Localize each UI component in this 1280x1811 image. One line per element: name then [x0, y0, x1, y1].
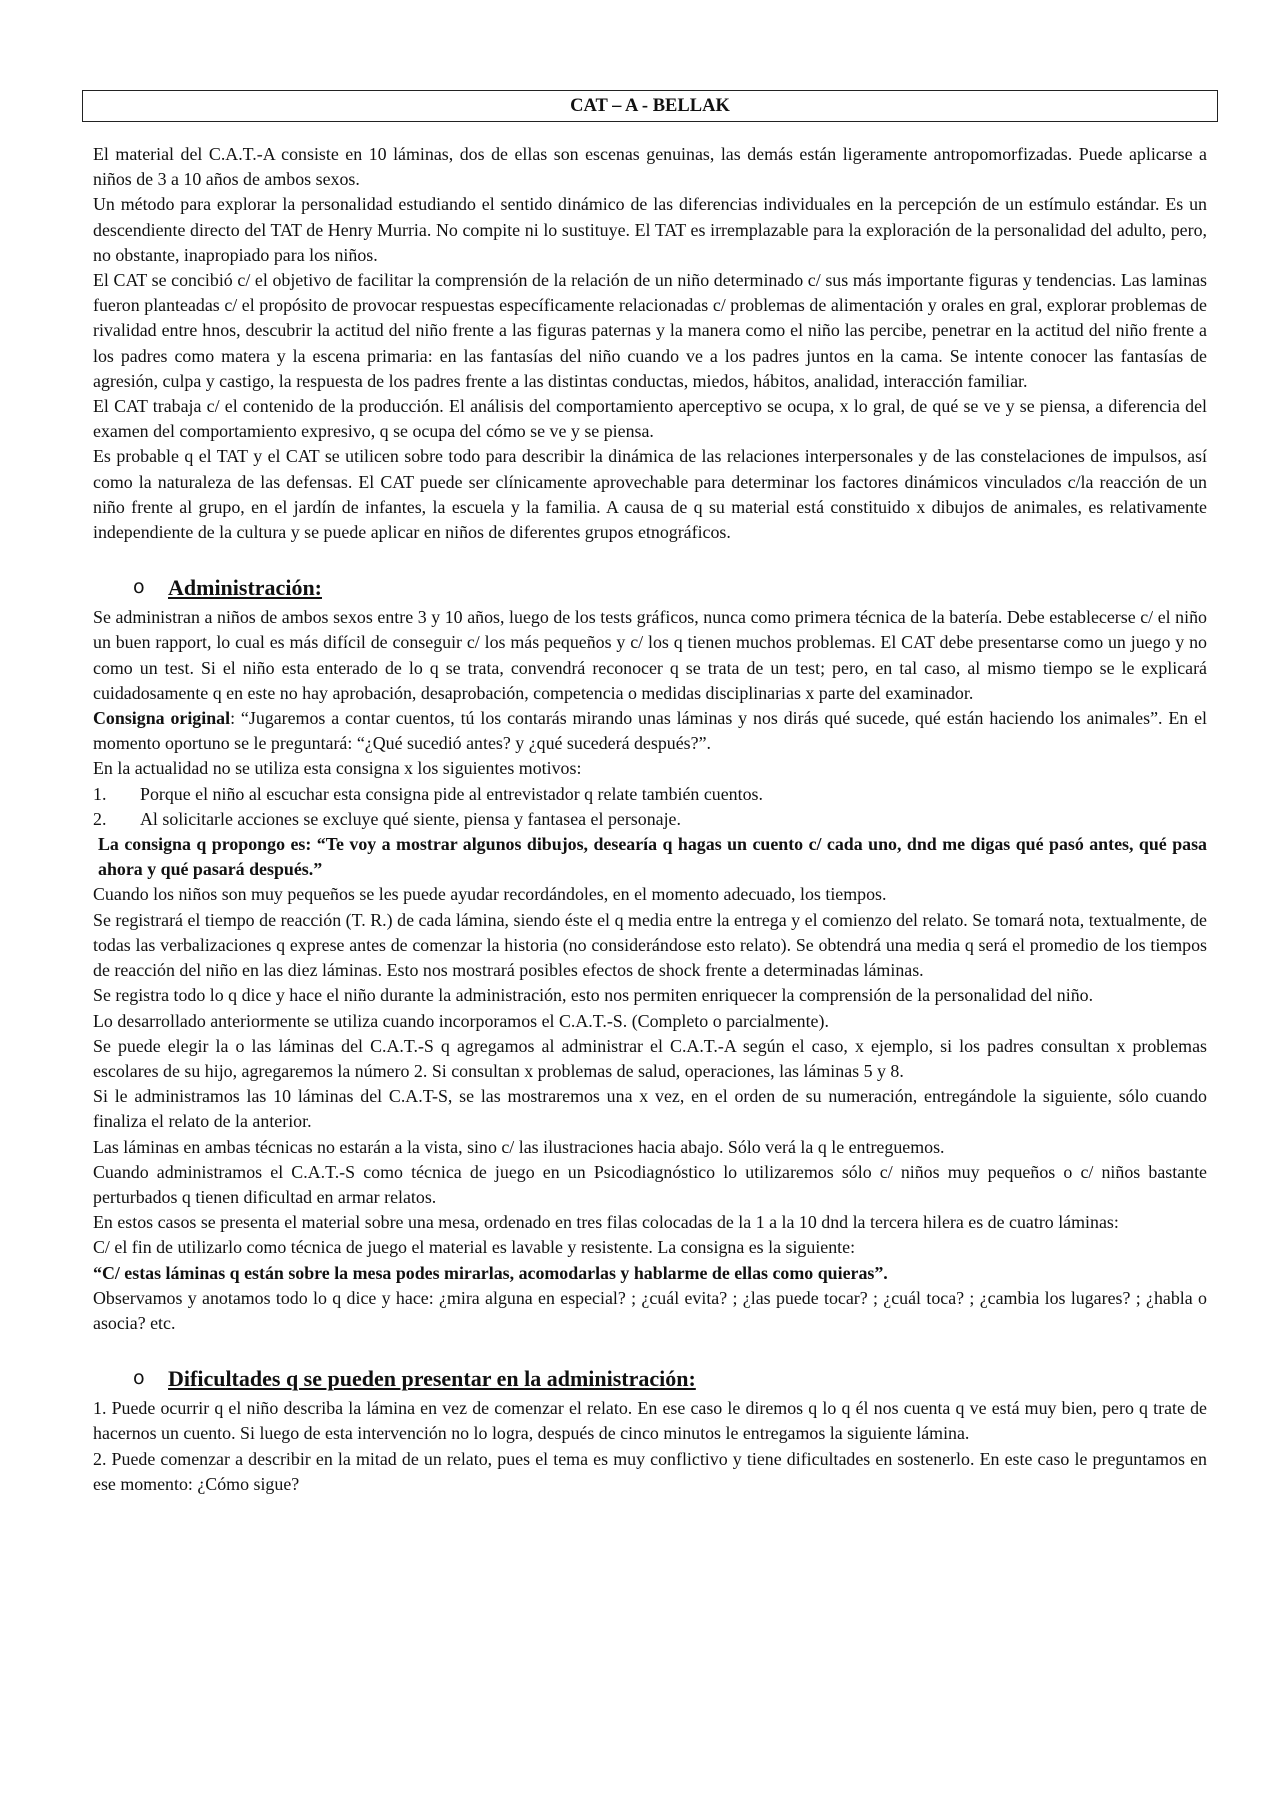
- section-heading-dificultades: [93, 1363, 1207, 1393]
- paragraph: Se puede elegir la o las láminas del C.A.T.-S q agregamos al administrar el C.A.T.-A según el caso, x ejemplo, si los padres consultan x problemas escolares de su hijo, agregaremos la número 2. Si consultan x problemas de salud, operaciones, las láminas 5 y 8.: [93, 1035, 1207, 1081]
- consigna-text: : “Jugaremos a contar cuentos, tú los contarás mirando unas láminas y nos dirás qué sucede, qué están haciendo los animales”. En el momento oportuno se le preguntará: “¿Qué sucedió antes? y ¿qué sucederá después?”.: [93, 708, 1207, 754]
- difficulty-item: 1. Puede ocurrir q el niño describa la lámina en vez de comenzar el relato. En ese caso le diremos q lo q él nos cuenta q ve está muy bien, pero q trate de hacernos un cuento. Si luego de esta intervención no lo logra, después de cinco minutos le entregamos la siguiente lámina.: [93, 1398, 1207, 1444]
- paragraph: Si le administramos las 10 láminas del C.A.T-S, se las mostraremos una x vez, en el orden de su numeración, entregándole la siguiente, sólo cuando finaliza el relato de la anterior.: [93, 1086, 1207, 1132]
- dificultades-section: [93, 1396, 1207, 1497]
- paragraph: Las láminas en ambas técnicas no estarán a la vista, sino c/ las ilustraciones hacia abajo. Sólo verá la q le entreguemos.: [93, 1136, 945, 1157]
- consigna-original-paragraph: [93, 706, 1207, 756]
- intro-paragraph: Es probable q el TAT y el CAT se utilicen sobre todo para describir la dinámica de las relaciones interpersonales y de las constelaciones de impulsos, así como la naturaleza de las defensas. El CAT puede ser clínicamente aprovechable para determinar los factores dinámicos vinculados c/la reacción de un niño frente al grupo, en el jardín de infantes, la escuela y la familia. A causa de q su material está constituido x dibujos de animales, es relativamente independiente de la cultura y se puede aplicar en niños de diferentes grupos etnográficos.: [93, 446, 1207, 543]
- item-number: 1.: [93, 783, 107, 804]
- paragraph: Cuando administramos el C.A.T.-S como técnica de juego en un Psicodiagnóstico lo utilizaremos sólo c/ niños muy pequeños o c/ niños bastante perturbados q tienen dificultad en armar relatos.: [93, 1161, 1207, 1207]
- paragraph: Se registrará el tiempo de reacción (T. R.) de cada lámina, siendo éste el q media entre la entrega y el comienzo del relato. Se tomará nota, textualmente, de todas las verbalizaciones q exprese antes de comenzar la historia (no considerándose esto relato). Se obtendrá una media q será el promedio de los tiempos de reacción del niño en las diez láminas. Esto nos mostrará posibles efectos de shock frente a determinadas láminas.: [93, 909, 1207, 981]
- paragraph: Observamos y anotamos todo lo q dice y hace: ¿mira alguna en especial? ; ¿cuál evita? ; ¿las puede tocar? ; ¿cuál toca? ; ¿cambia los lugares? ; ¿habla o asocia? etc.: [93, 1287, 1207, 1333]
- paragraph: C/ el fin de utilizarlo como técnica de juego el material es lavable y resistente. La consigna es la siguiente:: [93, 1237, 856, 1258]
- paragraph: En la actualidad no se utiliza esta consigna x los siguientes motivos:: [93, 758, 582, 779]
- intro-paragraph: El material del C.A.T.-A consiste en 10 láminas, dos de ellas son escenas genuinas, las demás están ligeramente antropomorfizadas. Puede aplicarse a niños de 3 a 10 años de ambos sexos.: [93, 144, 1207, 190]
- numbered-item: [93, 807, 1207, 832]
- intro-section: [93, 142, 1207, 545]
- difficulty-item: 2. Puede comenzar a describir en la mitad de un relato, pues el tema es muy conflictivo y tiene dificultades en sostenerlo. En este caso le preguntamos en ese momento: ¿Cómo sigue?: [93, 1448, 1207, 1494]
- item-number: 2.: [93, 808, 107, 829]
- section-heading-text: Dificultades q se pueden presentar en la administración:: [168, 1365, 696, 1391]
- document-title: CAT – A - BELLAK: [82, 90, 1218, 122]
- intro-paragraph: El CAT se concibió c/ el objetivo de facilitar la comprensión de la relación de un niño determinado c/ sus más importante figuras y tendencias. Las laminas fueron planteadas c/ el propósito de provocar respuestas específicamente relacionadas c/ problemas de alimentación y orales en gral, explorar problemas de rivalidad entre hnos, descubrir la actitud del niño frente a las figuras paternas y la manera como el niño las percibe, penetrar en la actitud del niño frente a los padres como matera y la escena primaria: en las fantasías del niño cuando ve a los padres juntos en la cama. Se intente conocer las fantasías de agresión, culpa y castigo, la respuesta de los padres frente a las distintas conductas, miedos, hábitos, analidad, interacción familiar.: [93, 270, 1207, 391]
- item-text: Porque el niño al escuchar esta consigna pide al entrevistador q relate también cuentos.: [140, 783, 763, 804]
- paragraph: En estos casos se presenta el material sobre una mesa, ordenado en tres filas colocadas de la 1 a la 10 dnd la tercera hilera es de cuatro láminas:: [93, 1212, 1119, 1233]
- paragraph: Se administran a niños de ambos sexos entre 3 y 10 años, luego de los tests gráficos, nunca como primera técnica de la batería. Debe establecerse c/ el niño un buen rapport, lo cual es más difícil de conseguir c/ los más pequeños y c/ los q tienen muchos problemas. El CAT debe presentarse como un juego y no como un test. Si el niño esta enterado de lo q se trata, convendrá reconocer q se trata de un test; pero, en tal caso, al mismo tiempo se le explicará cuidadosamente q en este no hay aprobación, desaprobación, competencia o medidas disciplinarias x parte del examinador.: [93, 607, 1207, 703]
- item-text: Al solicitarle acciones se excluye qué siente, piensa y fantasea el personaje.: [140, 808, 681, 829]
- paragraph: Lo desarrollado anteriormente se utiliza cuando incorporamos el C.A.T.-S. (Completo o parcialmente).: [93, 1010, 829, 1031]
- bullet-marker: o: [133, 575, 145, 598]
- proposed-instruction: La consigna q propongo es: “Te voy a mostrar algunos dibujos, desearía q hagas un cuento c/ cada uno, dnd me digas qué pasó antes, qué pasa ahora y qué pasará después.”: [98, 834, 1207, 880]
- paragraph: Se registra todo lo q dice y hace el niño durante la administración, esto nos permiten enriquecer la comprensión de la personalidad del niño.: [93, 985, 1094, 1006]
- intro-paragraph: El CAT trabaja c/ el contenido de la producción. El análisis del comportamiento aperceptivo se ocupa, x lo gral, de qué se ve y se piensa, a diferencia del examen del comportamiento expresivo, q se ocupa del cómo se ve y se piensa.: [93, 396, 1207, 442]
- document-page: [93, 90, 1207, 1497]
- section-heading-text: Administración:: [168, 574, 322, 600]
- paragraph: Cuando los niños son muy pequeños se les puede ayudar recordándoles, en el momento adecuado, los tiempos.: [93, 884, 887, 905]
- section-heading-administracion: [93, 572, 1207, 602]
- numbered-item: [93, 782, 1207, 807]
- administracion-section: [93, 605, 1207, 1336]
- play-instruction: “C/ estas láminas q están sobre la mesa podes mirarlas, acomodarlas y hablarme de ellas como quieras”.: [93, 1262, 888, 1283]
- consigna-label: Consigna original: [93, 708, 231, 729]
- intro-paragraph: Un método para explorar la personalidad estudiando el sentido dinámico de las diferencias individuales en la percepción de un estímulo estándar. Es un descendiente directo del TAT de Henry Murria. No compite ni lo sustituye. El TAT es irremplazable para la exploración de la personalidad del adulto, pero, no obstante, inapropiado para los niños.: [93, 194, 1207, 265]
- bullet-marker: o: [133, 1366, 145, 1389]
